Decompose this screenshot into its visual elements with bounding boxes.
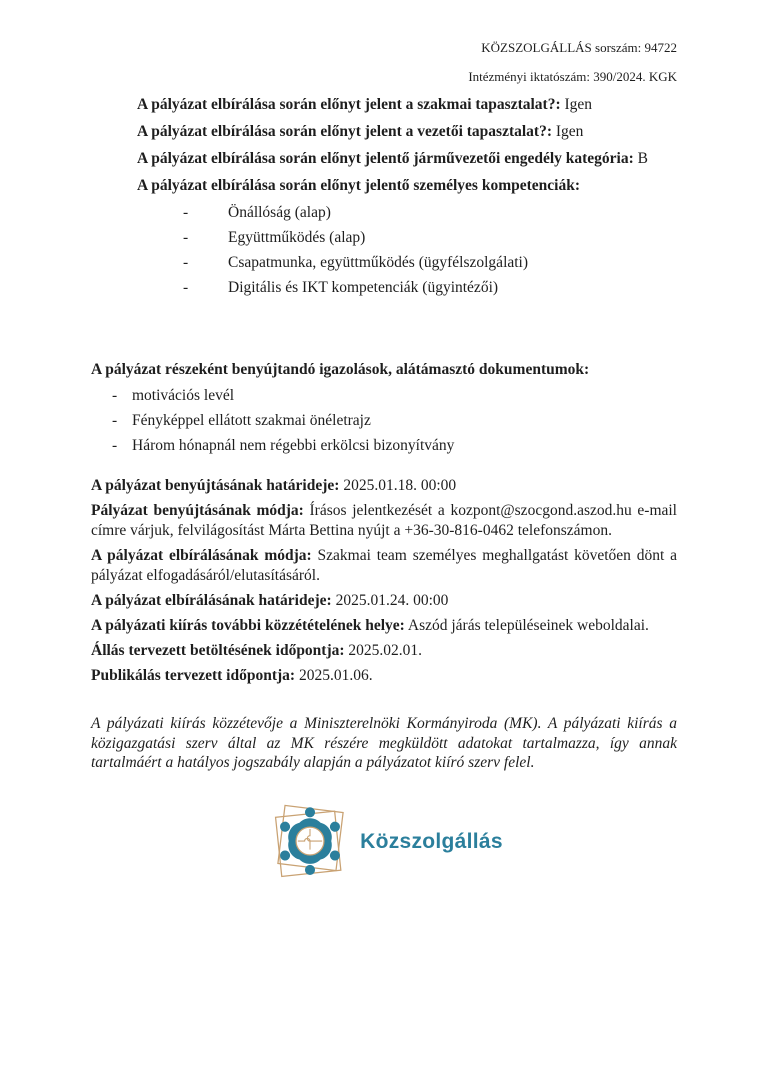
advantage-line [137, 96, 677, 114]
documents-list [112, 387, 677, 455]
dash-bullet: - [183, 204, 189, 221]
dash-bullet: - [183, 254, 189, 271]
field-value: Írásos jelentkezését a kozpont@szocgond.aszod.hu e-mail címre várjuk, felvilágosítást Márta Bettina nyújt a +36-30-816-0462 telefonszámon. [91, 502, 677, 539]
field-label: A pályázat elbírálása során előnyt jelentő személyes kompetenciák: [137, 177, 580, 194]
list-item-text: Csapatmunka, együttműködés (ügyfélszolgálati) [228, 254, 529, 271]
field-label: Pályázat benyújtásának módja: [91, 502, 304, 519]
advantages-block [137, 96, 677, 195]
documents-heading: A pályázat részeként benyújtandó igazolások, alátámasztó dokumentumok: [91, 361, 590, 378]
list-item-text: Három hónapnál nem régebbi erkölcsi bizonyítvány [132, 437, 455, 454]
field-value: 2025.01.18. 00:00 [343, 477, 457, 494]
list-item [183, 229, 677, 247]
list-item [183, 254, 677, 272]
field-value: B [637, 150, 648, 167]
kozszolgallas-logo [91, 797, 677, 887]
list-item-text: Fényképpel ellátott szakmai önéletrajz [132, 412, 371, 429]
publisher-disclaimer: A pályázati kiírás közzétevője a Miniszterelnöki Kormányiroda (MK). A pályázati kiírás a közigazgatási szerv által az MK részére megküldött adatokat tartalmazza, így annak tartalmáért a hatályos jogszabály alapján a pályázatot kiíró szerv felel. [91, 715, 677, 771]
field-label: Publikálás tervezett időpontja: [91, 667, 296, 684]
competency-list [183, 204, 677, 297]
detail-line [91, 666, 677, 686]
detail-line [91, 501, 677, 541]
list-item [112, 387, 677, 405]
list-item-text: Együttműködés (alap) [228, 229, 366, 246]
advantage-line [137, 177, 677, 195]
advantage-line [137, 150, 677, 168]
field-label: A pályázat elbírálásának módja: [91, 547, 312, 564]
list-item-text: motivációs levél [132, 387, 235, 404]
field-label: A pályázat elbírálása során előnyt jelent a szakmai tapasztalat?: [137, 96, 561, 113]
list-item [112, 437, 677, 455]
kozszolgallas-logo-icon [265, 797, 355, 887]
list-item-text: Önállóság (alap) [228, 204, 331, 221]
serial-number: KÖZSZOLGÁLLÁS sorszám: 94722 [481, 40, 677, 55]
list-item-text: Digitális és IKT kompetenciák (ügyintézői) [228, 279, 499, 296]
document-header [468, 41, 677, 99]
field-value: Aszód járás településeinek weboldalai. [407, 617, 649, 634]
field-label: Állás tervezett betöltésének időpontja: [91, 642, 345, 659]
detail-line [91, 476, 677, 496]
field-value: Igen [564, 96, 593, 113]
field-value: 2025.01.06. [298, 667, 373, 684]
field-label: A pályázati kiírás további közzétételének helye: [91, 617, 405, 634]
dash-bullet: - [183, 279, 189, 296]
detail-line [91, 641, 677, 661]
field-value: Igen [555, 123, 584, 140]
dash-bullet: - [112, 437, 118, 454]
details-block [91, 476, 677, 686]
registry-number: Intézményi iktatószám: 390/2024. KGK [468, 69, 677, 84]
document-body [91, 96, 677, 887]
field-label: A pályázat benyújtásának határideje: [91, 477, 340, 494]
detail-line [91, 546, 677, 586]
field-value: 2025.02.01. [348, 642, 423, 659]
field-label: A pályázat elbírálásának határideje: [91, 592, 332, 609]
detail-line [91, 616, 677, 636]
field-value: 2025.01.24. 00:00 [335, 592, 449, 609]
dash-bullet: - [183, 229, 189, 246]
dash-bullet: - [112, 387, 118, 404]
list-item [183, 279, 677, 297]
kozszolgallas-logo-text: Közszolgállás [360, 829, 503, 853]
field-value: Szakmai team személyes meghallgatást követően dönt a pályázat elfogadásáról/elutasításáról. [91, 547, 678, 584]
advantage-line [137, 123, 677, 141]
dash-bullet: - [112, 412, 118, 429]
list-item [183, 204, 677, 222]
field-label: A pályázat elbírálása során előnyt jelent a vezetői tapasztalat?: [137, 123, 552, 140]
list-item [112, 412, 677, 430]
detail-line [91, 591, 677, 611]
field-label: A pályázat elbírálása során előnyt jelentő járművezetői engedély kategória: [137, 150, 634, 167]
